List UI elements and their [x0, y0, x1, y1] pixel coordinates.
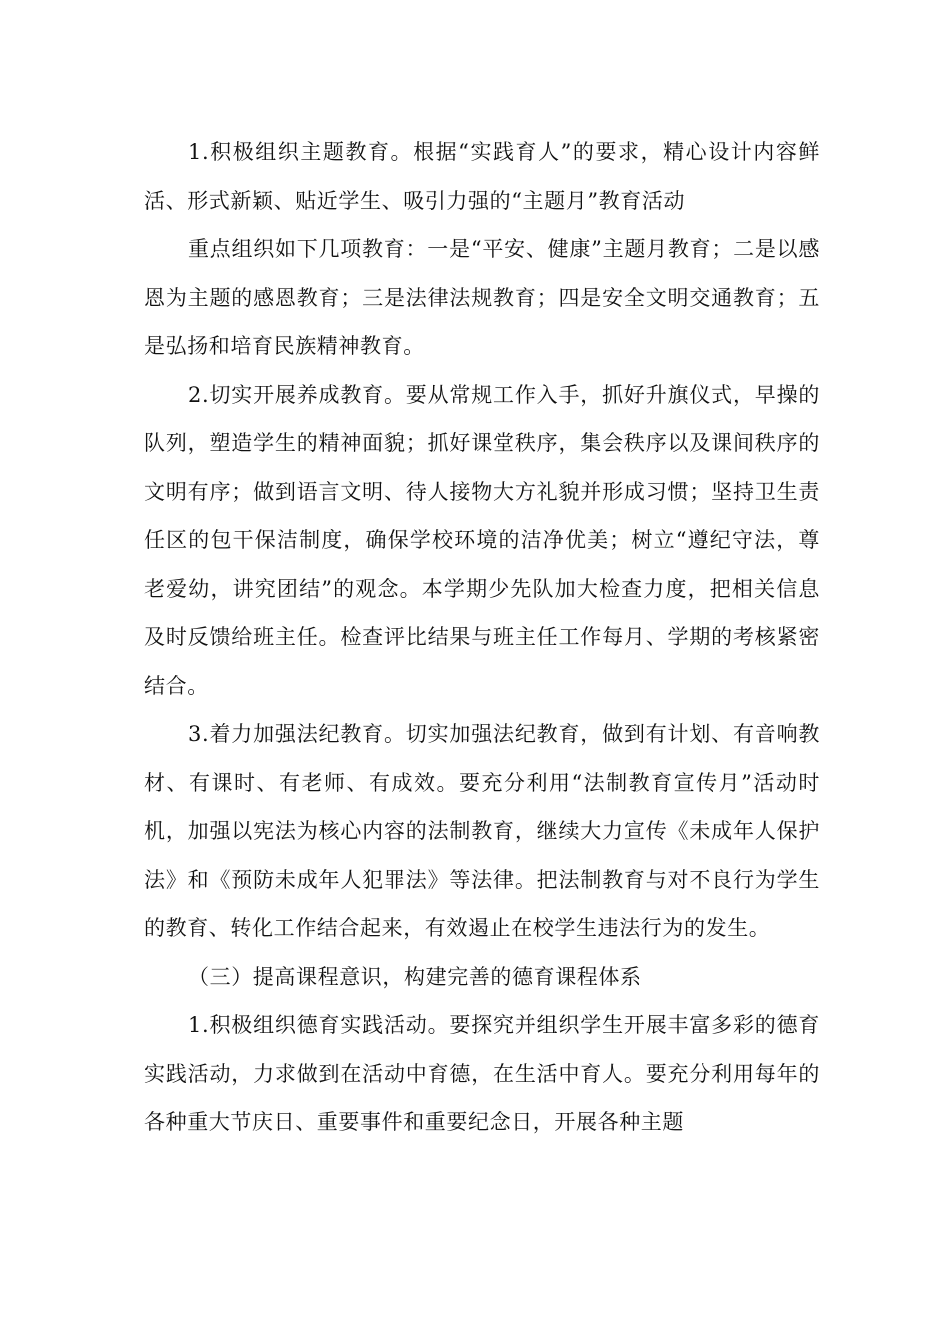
document-body — [144, 128, 820, 1147]
paragraph-key-education-items: 重点组织如下几项教育：一是“平安、健康”主题月教育；二是以感恩为主题的感恩教育；三是法律法规教育；四是安全文明交通教育；五是弘扬和培育民族精神教育。 — [144, 237, 820, 358]
paragraph-theme-education: 1.积极组织主题教育。根据“实践育人”的要求，精心设计内容鲜活、形式新颖、贴近学生、吸引力强的“主题月”教育活动 — [144, 140, 820, 213]
paragraph-law-education: 3.着力加强法纪教育。切实加强法纪教育，做到有计划、有音响教材、有课时、有老师、有成效。要充分利用“法制教育宣传月”活动时机，加强以宪法为核心内容的法制教育，继续大力宣传《未成年人保护法》和《预防未成年人犯罪法》等法律。把法制教育与对不良行为学生的教育、转化工作结合起来，有效遏止在校学生违法行为的发生。 — [144, 722, 820, 940]
paragraph-habit-education: 2.切实开展养成教育。要从常规工作入手，抓好升旗仪式，早操的队列，塑造学生的精神面貌；抓好课堂秩序，集会秩序以及课间秩序的文明有序；做到语言文明、待人接物大方礼貌并形成习惯；坚持卫生责任区的包干保洁制度，确保学校环境的洁净优美；树立“遵纪守法，尊老爱幼，讲究团结”的观念。本学期少先队加大检查力度，把相关信息及时反馈给班主任。检查评比结果与班主任工作每月、学期的考核紧密结合。 — [144, 382, 820, 698]
paragraph-practice-activities: 1.积极组织德育实践活动。要探究并组织学生开展丰富多彩的德育实践活动，力求做到在活动中育德，在生活中育人。要充分利用每年的各种重大节庆日、重要事件和重要纪念日，开展各种主题 — [144, 1013, 820, 1134]
section-heading-curriculum: （三）提高课程意识，构建完善的德育课程体系 — [188, 964, 642, 989]
